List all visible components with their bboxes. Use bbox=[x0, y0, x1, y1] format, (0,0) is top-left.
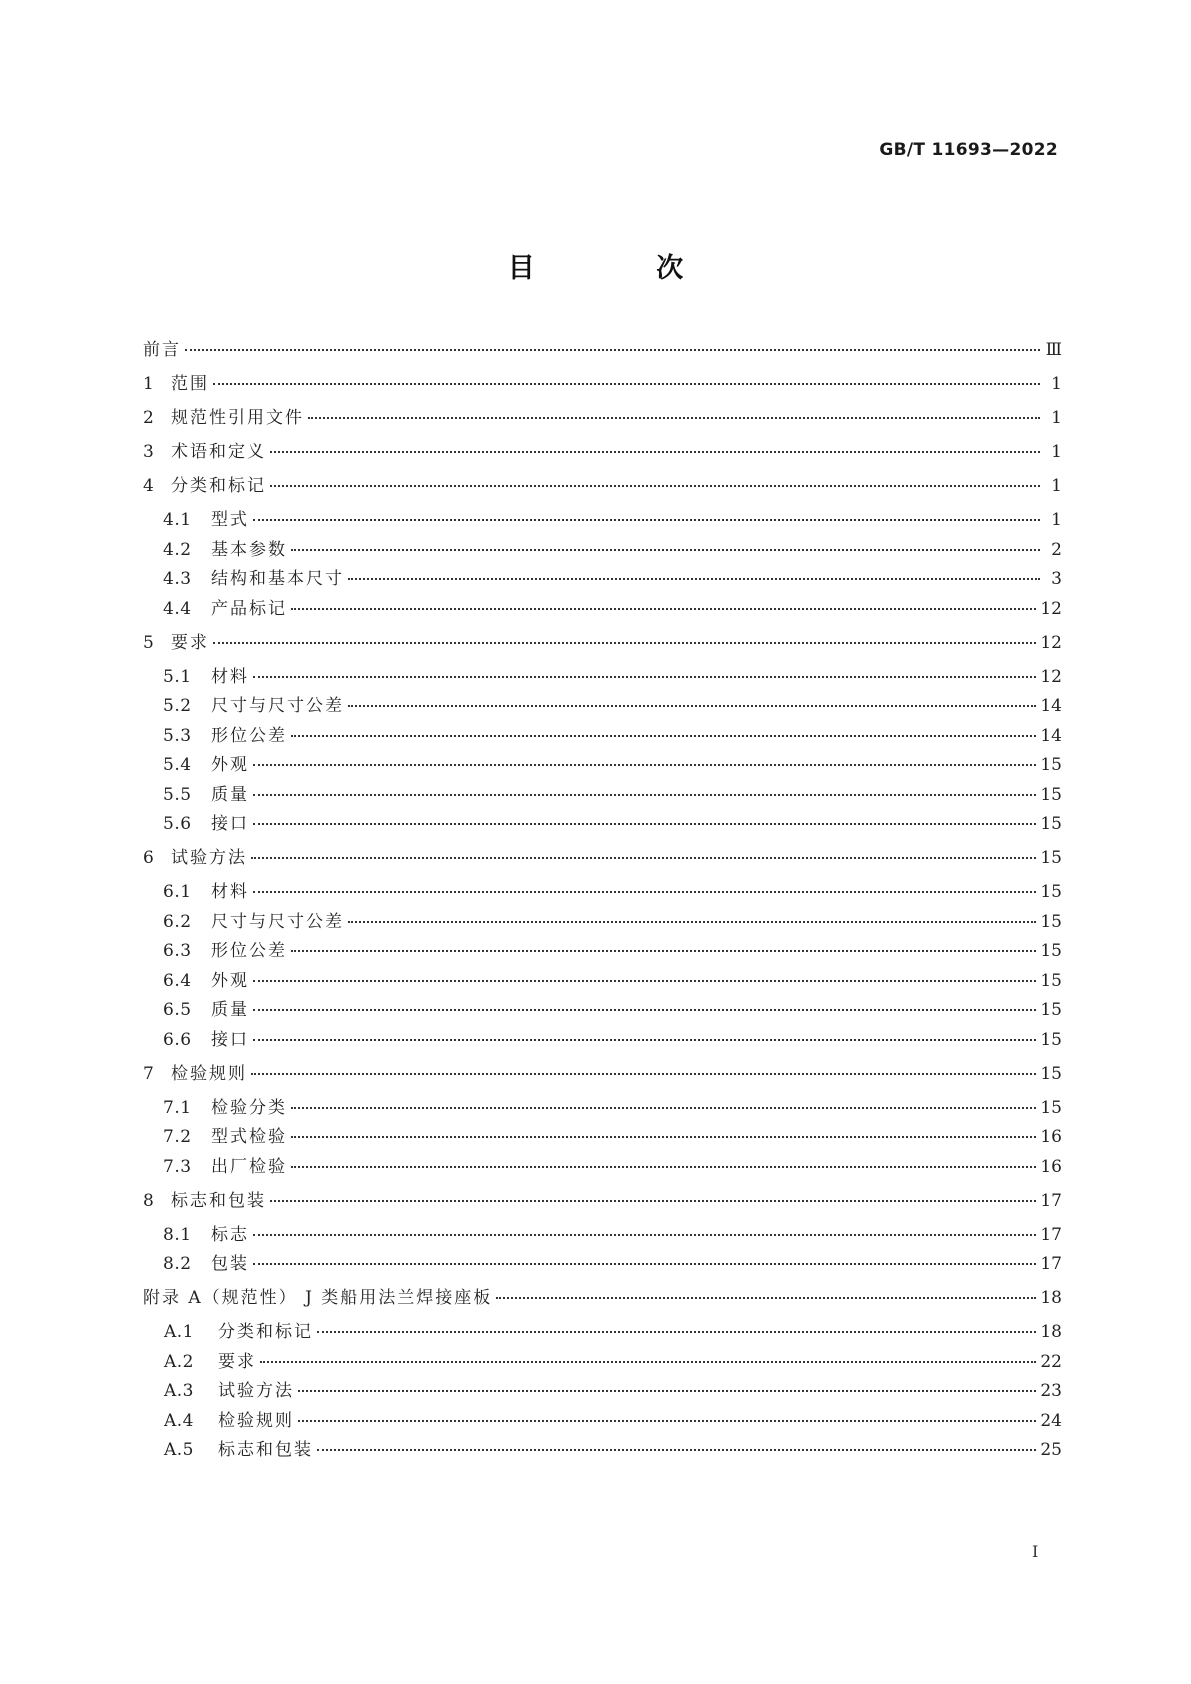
toc-entry-page: 15 bbox=[1040, 882, 1062, 902]
toc-entry[interactable] bbox=[163, 910, 1062, 934]
toc-entry[interactable] bbox=[163, 812, 1062, 836]
toc-entry-page: 17 bbox=[1040, 1190, 1062, 1211]
toc-entry-label: 外观 bbox=[211, 970, 249, 991]
toc-dot-leader bbox=[298, 1420, 1036, 1422]
toc-entry-label: 术语和定义 bbox=[171, 442, 266, 462]
toc-entry[interactable] bbox=[143, 372, 1062, 396]
toc-entry[interactable] bbox=[163, 508, 1062, 532]
toc-entry-number: 6.4 bbox=[163, 970, 192, 991]
toc-entry-label: 前言 bbox=[143, 340, 181, 360]
toc-entry-label: 标志和包装 bbox=[171, 1190, 266, 1211]
toc-entry[interactable] bbox=[163, 665, 1062, 689]
toc-entry-page: 3 bbox=[1051, 569, 1062, 589]
toc-entry[interactable] bbox=[143, 1286, 1062, 1310]
toc-entry-number: 5 bbox=[143, 632, 155, 653]
toc-dot-leader bbox=[348, 578, 1040, 580]
toc-dot-leader bbox=[260, 1361, 1036, 1363]
toc-entry-page: 1 bbox=[1051, 510, 1062, 530]
toc-entry-label: 检验规则 bbox=[171, 1063, 247, 1084]
toc-dot-leader bbox=[253, 1009, 1036, 1011]
toc-dot-leader bbox=[185, 349, 1040, 351]
toc-entry[interactable] bbox=[143, 440, 1062, 464]
folio-page-number: I bbox=[1032, 1542, 1039, 1561]
toc-entry-number: 6.5 bbox=[163, 1000, 192, 1020]
toc-entry[interactable] bbox=[163, 1028, 1062, 1052]
toc-entry-number: 7.1 bbox=[163, 1097, 192, 1118]
toc-dot-leader bbox=[317, 1449, 1036, 1451]
toc-entry-number: 6.1 bbox=[163, 882, 192, 902]
toc-entry[interactable] bbox=[163, 1125, 1062, 1149]
toc-entry-label: 材料 bbox=[211, 882, 249, 902]
toc-dot-leader bbox=[253, 891, 1036, 893]
toc-dot-leader bbox=[298, 1390, 1036, 1392]
toc-entry-label: 结构和基本尺寸 bbox=[211, 569, 344, 589]
toc-entry[interactable] bbox=[163, 1096, 1062, 1120]
toc-entry-number: 5.6 bbox=[163, 814, 192, 834]
toc-entry-number: 7.3 bbox=[163, 1156, 192, 1177]
toc-dot-leader bbox=[253, 980, 1036, 982]
toc-entry-label: 检验规则 bbox=[218, 1410, 294, 1431]
toc-entry-label: 外观 bbox=[211, 755, 249, 775]
toc-entry[interactable] bbox=[163, 1252, 1062, 1276]
toc-entry-number: 8.2 bbox=[163, 1254, 192, 1274]
toc-entry-label: 分类和标记 bbox=[218, 1322, 313, 1342]
toc-entry-page: 1 bbox=[1051, 374, 1062, 394]
toc-entry-number: A.2 bbox=[164, 1351, 194, 1372]
toc-entry-label: 型式 bbox=[211, 510, 249, 530]
standard-code: GB/T 11693—2022 bbox=[879, 140, 1058, 160]
toc-entry[interactable] bbox=[143, 1189, 1062, 1213]
toc-entry[interactable] bbox=[163, 1223, 1062, 1247]
toc-dot-leader bbox=[251, 857, 1036, 859]
toc-dot-leader bbox=[270, 485, 1040, 487]
toc-entry[interactable] bbox=[163, 783, 1062, 807]
toc-entry-page: 15 bbox=[1040, 970, 1062, 991]
toc-dot-leader bbox=[291, 608, 1036, 610]
toc-entry-label: 检验分类 bbox=[211, 1097, 287, 1118]
toc-entry[interactable] bbox=[164, 1320, 1062, 1344]
toc-entry-number: 1 bbox=[143, 374, 155, 394]
toc-entry-number: 8 bbox=[143, 1190, 155, 1211]
toc-entry-number: 3 bbox=[143, 442, 155, 462]
toc-entry[interactable] bbox=[164, 1438, 1062, 1462]
toc-entry[interactable] bbox=[163, 998, 1062, 1022]
toc-entry-page: 15 bbox=[1040, 814, 1062, 834]
toc-entry-label: 材料 bbox=[211, 666, 249, 687]
toc-entry-page: 24 bbox=[1040, 1410, 1062, 1431]
toc-entry-page: 15 bbox=[1040, 1000, 1062, 1020]
toc-entry-number: 8.1 bbox=[163, 1224, 192, 1245]
toc-entry-number: 4.1 bbox=[163, 510, 192, 530]
toc-entry-number: 6.6 bbox=[163, 1029, 192, 1050]
toc-dot-leader bbox=[348, 705, 1036, 707]
toc-entry-label: 质量 bbox=[211, 1000, 249, 1020]
toc-entry-number: 7.2 bbox=[163, 1127, 192, 1147]
toc-entry-page: 14 bbox=[1040, 696, 1062, 716]
toc-entry-label: 形位公差 bbox=[211, 941, 287, 961]
toc-dot-leader bbox=[348, 921, 1036, 923]
toc-dot-leader bbox=[253, 1263, 1036, 1265]
toc-dot-leader bbox=[253, 676, 1036, 678]
toc-entry-label: 接口 bbox=[211, 814, 249, 834]
toc-entry-label: 产品标记 bbox=[211, 598, 287, 619]
toc-entry-number: A.3 bbox=[164, 1381, 194, 1401]
toc-entry[interactable] bbox=[163, 939, 1062, 963]
toc-entry-label: 形位公差 bbox=[211, 725, 287, 746]
toc-entry-label: 标志 bbox=[211, 1224, 249, 1245]
toc-entry-number: 4.3 bbox=[163, 569, 192, 589]
toc-dot-leader bbox=[291, 549, 1040, 551]
toc-entry-page: 12 bbox=[1040, 598, 1062, 619]
toc-entry[interactable] bbox=[163, 724, 1062, 748]
toc-entry-label: 试验方法 bbox=[171, 848, 247, 868]
toc-dot-leader bbox=[496, 1297, 1036, 1299]
toc-entry-page: 18 bbox=[1040, 1322, 1062, 1342]
toc-entry-label: 尺寸与尺寸公差 bbox=[211, 696, 344, 716]
toc-dot-leader bbox=[291, 1107, 1036, 1109]
toc-dot-leader bbox=[253, 519, 1040, 521]
toc-entry[interactable] bbox=[164, 1350, 1062, 1374]
toc-entry[interactable] bbox=[163, 694, 1062, 718]
toc-entry-number: A.4 bbox=[164, 1410, 194, 1431]
toc-entry-number: 5.3 bbox=[163, 725, 192, 746]
toc-dot-leader bbox=[291, 735, 1036, 737]
toc-dot-leader bbox=[317, 1331, 1036, 1333]
toc-entry-page: 15 bbox=[1040, 1029, 1062, 1050]
toc-dot-leader bbox=[291, 1166, 1036, 1168]
toc-entry-page: 12 bbox=[1040, 666, 1062, 687]
toc-entry-page: 15 bbox=[1040, 941, 1062, 961]
toc-entry-number: 6.3 bbox=[163, 941, 192, 961]
toc-entry[interactable] bbox=[163, 969, 1062, 993]
toc-entry-number: 5.2 bbox=[163, 696, 192, 716]
toc-entry-number: 5.5 bbox=[163, 784, 192, 805]
toc-entry-number: 4 bbox=[143, 476, 155, 496]
toc-entry-label: 试验方法 bbox=[218, 1381, 294, 1401]
toc-entry-page: 16 bbox=[1040, 1156, 1062, 1177]
toc-entry[interactable] bbox=[143, 474, 1062, 498]
toc-entry-page: 1 bbox=[1051, 408, 1062, 428]
toc-dot-leader bbox=[253, 1039, 1036, 1041]
toc-entry-label: 标志和包装 bbox=[218, 1440, 313, 1460]
toc-entry[interactable] bbox=[143, 406, 1062, 430]
toc-entry[interactable] bbox=[163, 538, 1062, 562]
toc-entry-label: 规范性引用文件 bbox=[171, 408, 304, 428]
toc-entry-number: 6 bbox=[143, 848, 155, 868]
toc-entry-number: 6.2 bbox=[163, 911, 192, 932]
toc-entry-page: 22 bbox=[1040, 1351, 1062, 1372]
toc-dot-leader bbox=[253, 823, 1036, 825]
toc-entry-number: 4.4 bbox=[163, 598, 192, 619]
toc-entry-number: 4.2 bbox=[163, 539, 192, 560]
toc-entry-page: 18 bbox=[1040, 1288, 1062, 1308]
toc-entry-label: 型式检验 bbox=[211, 1127, 287, 1147]
toc-entry-page: 23 bbox=[1040, 1381, 1062, 1401]
toc-entry[interactable] bbox=[164, 1379, 1062, 1403]
toc-entry-label: 尺寸与尺寸公差 bbox=[211, 911, 344, 932]
toc-entry-page: 15 bbox=[1040, 1097, 1062, 1118]
toc-entry[interactable] bbox=[143, 1062, 1062, 1086]
toc-entry-page: 25 bbox=[1040, 1440, 1062, 1460]
toc-entry[interactable] bbox=[164, 1409, 1062, 1433]
toc-entry-page: 15 bbox=[1040, 1063, 1062, 1084]
toc-entry-number: 2 bbox=[143, 408, 155, 428]
toc-entry-page: 15 bbox=[1040, 784, 1062, 805]
toc-entry[interactable] bbox=[143, 631, 1062, 655]
toc-dot-leader bbox=[253, 1234, 1036, 1236]
toc-dot-leader bbox=[213, 383, 1040, 385]
toc-entry-page: 17 bbox=[1040, 1224, 1062, 1245]
toc-entry[interactable] bbox=[143, 338, 1062, 362]
toc-dot-leader bbox=[291, 1136, 1036, 1138]
toc-entry-page: 12 bbox=[1040, 632, 1062, 653]
toc-entry-label: 包装 bbox=[211, 1254, 249, 1274]
toc-entry-number: A.5 bbox=[164, 1440, 194, 1460]
toc-entry-page: Ⅲ bbox=[1045, 340, 1062, 360]
toc-dot-leader bbox=[253, 794, 1036, 796]
toc-entry-number: 5.4 bbox=[163, 755, 192, 775]
toc-entry-page: 17 bbox=[1040, 1254, 1062, 1274]
toc-entry-number: 5.1 bbox=[163, 666, 192, 687]
toc-dot-leader bbox=[308, 417, 1040, 419]
toc-entry-page: 14 bbox=[1040, 725, 1062, 746]
toc-entry-page: 15 bbox=[1040, 911, 1062, 932]
toc-entry-page: 1 bbox=[1051, 442, 1062, 462]
toc-entry-label: 出厂检验 bbox=[211, 1156, 287, 1177]
toc-dot-leader bbox=[251, 1073, 1036, 1075]
toc-entry[interactable] bbox=[163, 753, 1062, 777]
toc-entry[interactable] bbox=[163, 880, 1062, 904]
toc-entry-label: 分类和标记 bbox=[171, 476, 266, 496]
toc-entry-label: 要求 bbox=[171, 632, 209, 653]
toc-entry-page: 15 bbox=[1040, 848, 1062, 868]
toc-entry-label: 附录 A（规范性） J 类船用法兰焊接座板 bbox=[143, 1288, 493, 1308]
toc-entry-label: 要求 bbox=[218, 1351, 256, 1372]
toc-entry[interactable] bbox=[163, 1155, 1062, 1179]
toc-entry-page: 1 bbox=[1051, 476, 1062, 496]
toc-entry-label: 范围 bbox=[171, 374, 209, 394]
toc-entry-page: 16 bbox=[1040, 1127, 1062, 1147]
toc-dot-leader bbox=[291, 950, 1036, 952]
toc-dot-leader bbox=[270, 451, 1040, 453]
toc-entry[interactable] bbox=[163, 567, 1062, 591]
toc-dot-leader bbox=[270, 1200, 1036, 1202]
toc-entry-label: 质量 bbox=[211, 784, 249, 805]
toc-entry-page: 2 bbox=[1051, 539, 1062, 560]
toc-entry[interactable] bbox=[143, 846, 1062, 870]
toc-entry-label: 接口 bbox=[211, 1029, 249, 1050]
page-title: 目 次 bbox=[507, 253, 740, 284]
toc-dot-leader bbox=[253, 764, 1036, 766]
toc-entry-page: 15 bbox=[1040, 755, 1062, 775]
toc-entry[interactable] bbox=[163, 597, 1062, 621]
toc-entry-label: 基本参数 bbox=[211, 539, 287, 560]
toc-entry-number: 7 bbox=[143, 1063, 155, 1084]
toc-entry-number: A.1 bbox=[164, 1322, 194, 1342]
toc-dot-leader bbox=[213, 642, 1036, 644]
